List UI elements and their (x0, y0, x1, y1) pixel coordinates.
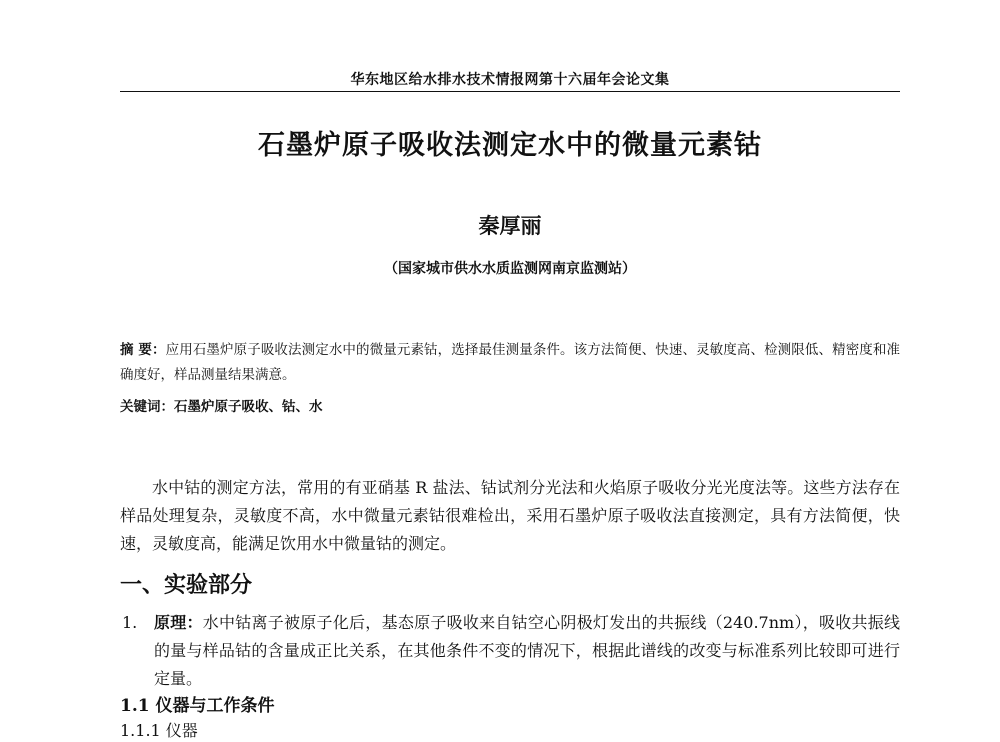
keywords-text: 石墨炉原子吸收、钴、水 (174, 399, 323, 415)
paper-title: 石墨炉原子吸收法测定水中的微量元素钴 (258, 130, 762, 161)
abstract-text: 应用石墨炉原子吸收法测定水中的微量元素钴，选择最佳测量条件。该方法简便、快速、灵敏度高、检测限低、精密度和准确度好，样品测量结果满意。 (120, 342, 900, 383)
author-name: 秦厚丽 (478, 214, 542, 238)
subsection-heading: 1.1 仪器与工作条件 (120, 696, 275, 716)
keywords-label: 关键词： (120, 399, 174, 415)
abstract-label: 摘 要： (120, 342, 166, 358)
header-rule (120, 91, 900, 92)
section-heading: 一、实验部分 (120, 573, 253, 598)
item-number: 1. (122, 613, 138, 632)
item-text: 水中钴离子被原子化后，基态原子吸收来自钴空心阴极灯发出的共振线（240.7nm），吸收共振线的量与样品钴的含量成正比关系，在其他条件不变的情况下，根据此谱线的改变与标准系列比较即可进行定量。 (154, 613, 900, 688)
intro-paragraph: 水中钴的测定方法，常用的有亚硝基 R 盐法、钴试剂分光法和火焰原子吸收分光光度法等。这些方法存在样品处理复杂，灵敏度不高，水中微量元素钴很难检出，采用石墨炉原子吸收法直接测定，具有方法简便，快速，灵敏度高，能满足饮用水中微量钴的测定。 (120, 478, 900, 553)
running-header: 华东地区给水排水技术情报网第十六届年会论文集 (350, 72, 670, 88)
author-affiliation: （国家城市供水水质监测网南京监测站） (384, 261, 636, 277)
keywords (120, 396, 900, 418)
numbered-item (120, 609, 900, 693)
subsubsection-heading: 1.1.1 仪器 (120, 721, 198, 740)
item-term: 原理： (154, 613, 203, 632)
item-content (154, 609, 900, 693)
abstract (120, 338, 900, 388)
